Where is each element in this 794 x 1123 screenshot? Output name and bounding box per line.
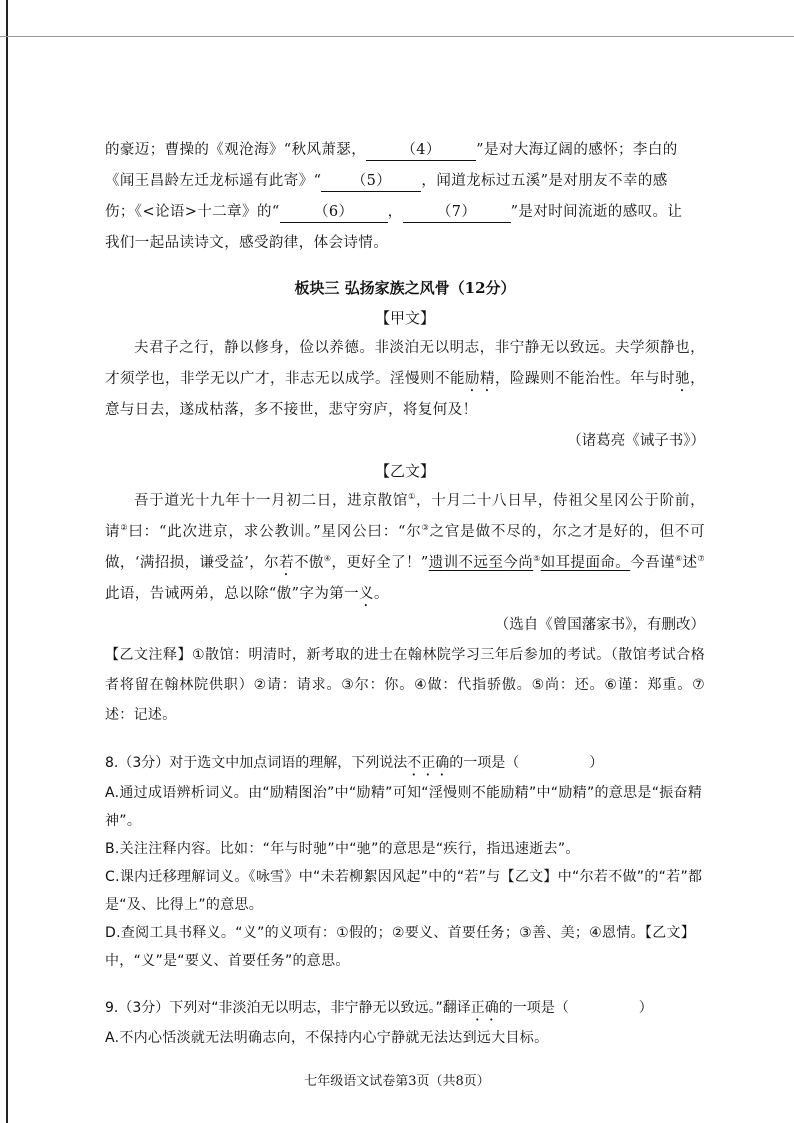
page-border-top <box>0 36 794 37</box>
footnote-mark: ⑦ <box>697 554 706 564</box>
dotted-word-stem: 正确 <box>470 1000 499 1016</box>
page-border-left <box>6 0 8 1123</box>
intro-text: ”是对大海辽阔的感怀；李白的 <box>476 142 678 158</box>
intro-text: ， <box>387 204 403 220</box>
blank-4[interactable]: （4） <box>366 140 476 161</box>
yi-text-part: 之官是做不尽的，尔之才是好的，但不可做，‘满招损，谦受益’，尔 <box>105 524 705 571</box>
underlined-sentence: 如耳提面命。 <box>540 555 631 571</box>
blank-7[interactable]: （7） <box>403 202 511 223</box>
intro-line-3 <box>105 197 705 228</box>
intro-text: 《闻王昌龄左迁龙标遥有此寄》“ <box>105 173 322 189</box>
footnote-mark: ④ <box>323 554 332 564</box>
intro-text: ”是对时间流逝的感叹。让 <box>510 204 683 220</box>
yi-source: （选自《曾国藩家书》，有删改） <box>494 617 705 633</box>
footnote-mark: ① <box>408 492 416 502</box>
dotted-word-yi: 义 <box>359 586 374 602</box>
stem-text: ） <box>638 1000 653 1016</box>
jia-text-part: 夫君子之行，静以修身，俭以养德。非淡泊无以明志，非宁静无以致远。夫学须静也，才须学也，非学无以广才，非志无以成学。淫慢则不能 <box>105 340 705 387</box>
option-8b: B.关注注释内容。比如：“年与时驰”中“驰”的意思是“疾行，指迅速逝去”。 <box>105 841 580 857</box>
dotted-word-ruo: 若 <box>279 555 294 571</box>
page-footer: 七年级语文试卷第3页（共8页） <box>304 1074 490 1089</box>
question-8-stem <box>105 748 705 779</box>
yi-label: 【乙文】 <box>374 462 435 480</box>
yi-text-part: 曰：“此次进京，求公教训。”星冈公曰：“尔 <box>128 524 422 540</box>
intro-line-1 <box>105 135 705 166</box>
exam-page <box>105 135 705 1052</box>
stem-text: 9.（3分）下列对“非淡泊无以明志，非宁静无以致远。”翻译 <box>105 1000 471 1016</box>
yi-text <box>105 486 705 610</box>
option-8a: A.通过成语辨析词义。由“励精图治”中“励精”可知“淫慢则不能励精”中“励精”的意思是“振奋精神”。 <box>105 785 703 829</box>
dotted-word-lijing: 励精 <box>465 371 496 387</box>
intro-line-2 <box>105 166 705 197</box>
question-8 <box>105 748 705 975</box>
stem-text: 的一项是（ <box>449 755 520 771</box>
dotted-word-stem: 不正确 <box>407 755 450 771</box>
footnote-mark: ③ <box>421 523 430 533</box>
question-9 <box>105 993 705 1052</box>
option-9a: A.不内心恬淡就无法明确志向，不保持内心宁静就无法达到远大目标。 <box>105 1030 549 1046</box>
footnote-mark: ⑥ <box>674 554 683 564</box>
intro-line-4: 我们一起品读诗文，感受韵律，体会诗情。 <box>105 235 389 251</box>
underlined-sentence: 遗训不远至今尚 <box>428 555 534 571</box>
jia-text-part: ，险躁则不能治性。年与时 <box>495 371 676 387</box>
footnote-mark: ⑤ <box>533 554 541 564</box>
question-9-stem <box>105 993 705 1024</box>
section-title: 板块三 弘扬家族之风骨（12分） <box>294 279 516 297</box>
yi-text-part: ，更好全了！” <box>331 555 429 571</box>
option-8c: C.课内迁移理解词义。《咏雪》中“未若柳絮因风起”中的“若”与【乙文】中“尔若不做”的“若”都是“及、比得上”的意思。 <box>105 869 703 913</box>
jia-text-part: ，意与日去，遂成枯落，多不接世，悲守穷庐，将复何及！ <box>105 371 705 418</box>
yi-notes: 【乙文注释】①散馆：明清时，新考取的进士在翰林院学习三年后参加的考试。（散馆考试合格者将留在翰林院供职）②请：请求。③尔：你。④做：代指骄傲。⑤尚：还。⑥谨：郑重。⑦述：记述。 <box>105 647 705 723</box>
footnote-mark: ② <box>120 523 129 533</box>
intro-paragraph <box>105 135 705 259</box>
yi-text-part: 此语，告诫两弟，总以除“傲”字为第一 <box>105 586 360 602</box>
stem-text: 8.（3分）对于选文中加点词语的理解，下列说法 <box>105 755 408 771</box>
blank-5[interactable]: （5） <box>321 171 421 192</box>
intro-text: 的豪迈；曹操的《观沧海》“秋风萧瑟， <box>105 142 367 158</box>
dotted-word-chi: 驰 <box>675 371 691 387</box>
stem-text: 的一项是（ <box>498 1000 569 1016</box>
option-8d: D.查阅工具书释义。“义”的义项有：①假的；②要义、首要任务；③善、美；④恩情。【乙文】中，“义”是“要义、首要任务”的意思。 <box>105 925 696 969</box>
yi-text-part: ，十月二十八日早，侍祖父星冈公于阶前，请 <box>105 493 705 540</box>
yi-text-part: 。 <box>373 586 389 602</box>
jia-label: 【甲文】 <box>374 309 435 327</box>
stem-text: ） <box>589 755 604 771</box>
jia-source: （诸葛亮《诫子书》） <box>567 433 705 449</box>
jia-text <box>105 333 705 426</box>
yi-text-part: 吾于道光十九年十一月初二日，进京散馆 <box>134 493 409 509</box>
yi-text-part: 述 <box>682 555 698 571</box>
yi-text-part: 今吾谨 <box>630 555 675 571</box>
yi-text-part: 不傲 <box>294 555 324 571</box>
intro-text: 伤；《<论语>十二章》的“ <box>105 204 280 220</box>
blank-6[interactable]: （6） <box>280 202 388 223</box>
intro-text: ，闻道龙标过五溪”是对朋友不幸的感 <box>421 173 668 189</box>
